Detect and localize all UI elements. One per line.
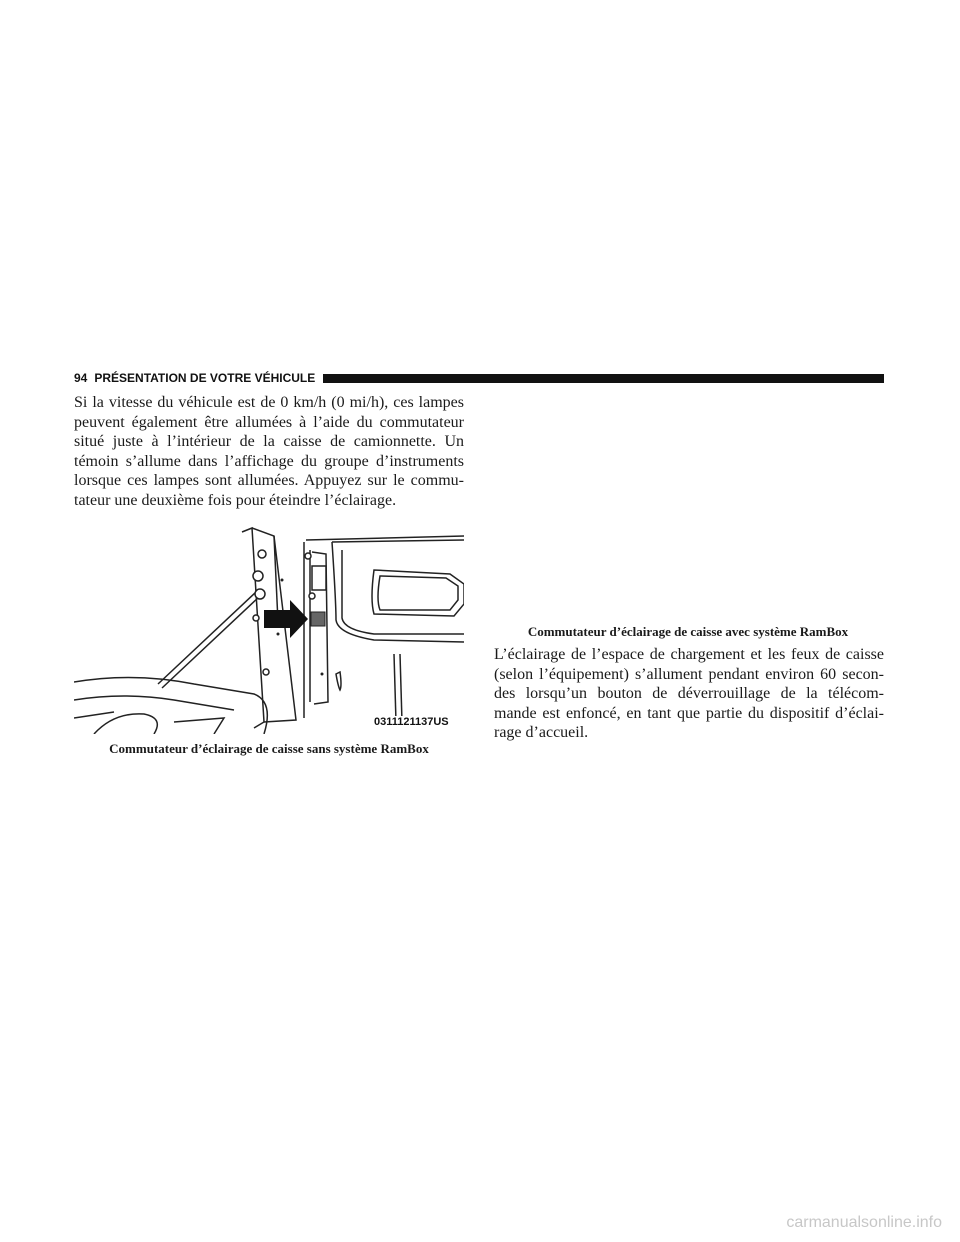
text-line: Si la vitesse du véhicule est de 0 km/h (0 mi/h), ces lampes: [74, 394, 464, 411]
section-title: PRÉSENTATION DE VOTRE VÉHICULE: [94, 371, 316, 385]
text-line: (selon l’équipement) s’allument pendant environ 60 secon-: [494, 665, 884, 683]
figure-caption-right: Commutateur d’éclairage de caisse avec système RamBox: [527, 624, 849, 639]
text-line: tateur une deuxième fois pour éteindre l’éclairage.: [74, 491, 397, 509]
header-rule: [323, 374, 884, 383]
truck-bed-switch-illustration: [74, 522, 464, 734]
text-line: rage d’accueil.: [494, 724, 589, 742]
text-line: peuvent également être allumées à l’aide du commutateur: [74, 413, 464, 431]
text-line: situé juste à l’intérieur de la caisse de camionnette. Un: [74, 433, 464, 451]
text-line: des lorsqu’un bouton de déverrouillage de la télécom-: [494, 685, 884, 703]
figure-code: 0311121137US: [374, 716, 449, 728]
page-number: 94: [74, 371, 88, 385]
text-line: lorsque ces lampes sont allumées. Appuyez sur le commu-: [74, 472, 464, 490]
text-line: mande est enfoncé, en tant que partie du dispositif d’éclai-: [494, 704, 884, 722]
figure-caption-left: Commutateur d’éclairage de caisse sans système RamBox: [109, 741, 429, 756]
page-header: [74, 368, 884, 388]
left-paragraph: [74, 393, 464, 511]
watermark: carmanualsonline.info: [786, 1214, 942, 1231]
right-paragraph: [494, 645, 884, 743]
text-line: témoin s’allume dans l’affichage du groupe d’instruments: [74, 452, 464, 470]
text-line: L’éclairage de l’espace de chargement et les feux de caisse: [494, 646, 884, 663]
